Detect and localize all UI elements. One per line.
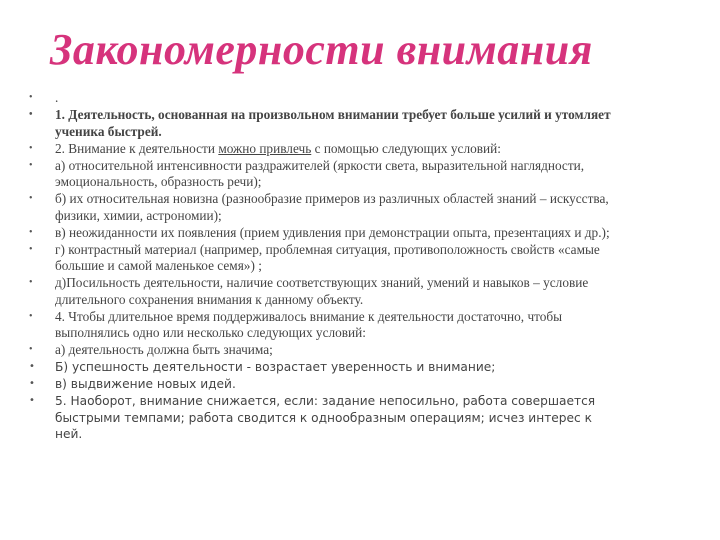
bullet-icon: • — [29, 395, 35, 406]
list-item — [22, 107, 612, 140]
list-item — [22, 225, 612, 242]
text-segment: 2. Внимание к деятельности — [55, 140, 219, 156]
list-item — [22, 342, 612, 359]
bullet-icon: • — [29, 109, 33, 120]
list-item — [22, 141, 612, 158]
list-item-text: б) их относительная новизна (разнообразие примеров из различных областей знаний – искусства, физики, химии, астрономии); — [55, 191, 609, 223]
bullet-icon: • — [29, 92, 33, 103]
list-item-text: г) контрастный материал (например, проблемная ситуация, противоположность свойств «самые большие и самой маленькое семя») ; — [55, 241, 600, 273]
list-item — [22, 158, 612, 191]
bullet-icon: • — [29, 142, 33, 154]
list-item — [22, 393, 612, 443]
bullet-list — [22, 90, 612, 443]
list-item-text: 1. Деятельность, основанная на произвольном внимании требует больше усилий и утомляет ученика быстрей. — [55, 107, 611, 139]
underlined-text: можно привлечь — [218, 140, 312, 156]
bullet-icon: • — [29, 159, 33, 171]
list-item — [22, 376, 612, 393]
list-item-text: Б) успешность деятельности - возрастает уверенность и внимание; — [55, 360, 496, 374]
list-item-text: а) деятельность должна быть значима; — [55, 342, 273, 357]
bullet-icon: • — [29, 378, 35, 389]
list-item — [22, 90, 612, 107]
list-item — [22, 275, 612, 308]
list-item — [22, 309, 612, 342]
list-item-text: а) относительной интенсивности раздражителей (яркости света, выразительной наглядности, эмоциональность, образность речи); — [55, 157, 585, 189]
bullet-icon: • — [29, 310, 33, 322]
text-segment: с помощью следующих условий: — [311, 140, 501, 156]
slide-title: Закономерности внимания — [50, 25, 593, 74]
list-item-text: в) неожиданности их появления (прием удивления при демонстрации опыта, презентациях и др.); — [55, 224, 610, 240]
list-item-text: . — [55, 90, 59, 105]
list-item — [22, 242, 612, 275]
bullet-icon: • — [29, 243, 33, 255]
list-item-text: в) выдвижение новых идей. — [55, 377, 236, 391]
list-item — [22, 191, 612, 224]
bullet-icon: • — [29, 277, 33, 288]
list-item-text: 4. Чтобы длительное время поддерживалось внимание к деятельности достаточно, чтобы выполнялись одно или несколько следующих условий: — [55, 308, 563, 340]
list-item-text — [55, 141, 501, 156]
list-item-text: 5. Наоборот, внимание снижается, если: задание непосильно, работа совершается быстрыми темпами; работа сводится к однообразным операциям; исчез интерес к ней. — [55, 394, 596, 441]
list-item-text: д)Посильность деятельности, наличие соответствующих знаний, умений и навыков – условие длительного сохранения внимания к данному объекту. — [55, 275, 589, 307]
bullet-icon: • — [29, 226, 33, 238]
bullet-icon: • — [29, 344, 33, 355]
list-item — [22, 359, 612, 376]
bullet-icon: • — [29, 193, 33, 204]
bullet-icon: • — [29, 361, 35, 372]
